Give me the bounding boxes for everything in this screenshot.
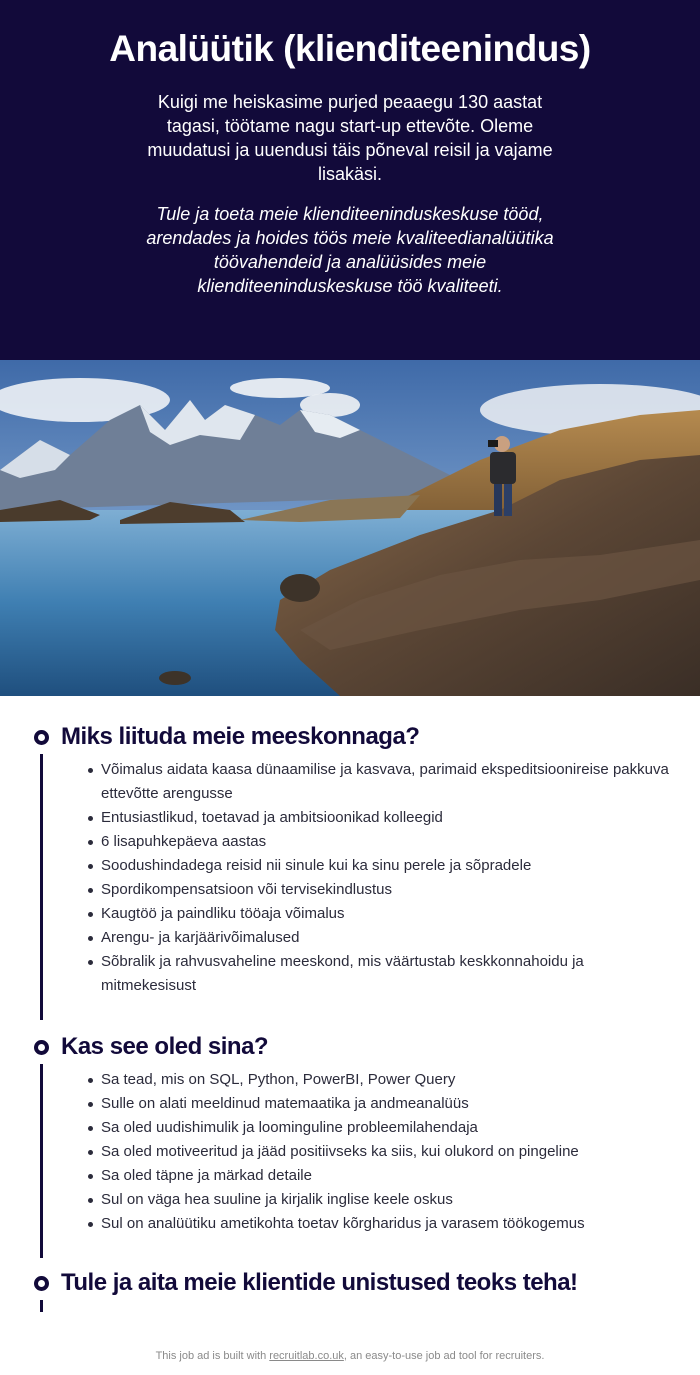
section-title: Miks liituda meie meeskonnaga? [61,723,420,750]
section-timeline [40,1064,700,1258]
list-item: Arengu- ja karjäärivõimalused [101,926,680,950]
list-item: Sa oled uudishimulik ja loominguline probleemilahendaja [101,1116,680,1140]
footer-text-before: This job ad is built with [155,1350,270,1362]
section-header [0,1266,700,1300]
section-title: Tule ja aita meie klientide unistused teoks teha! [61,1269,578,1296]
intro-quote: Tule ja toeta meie klienditeeninduskeskuse tööd, arendades ja hoides töös meie kvaliteedianalüütika töövahendeid ja analüüsides meie klienditeeninduskeskuse töö kvaliteeti. [146,204,554,296]
list-item: Spordikompensatsioon või tervisekindlustus [101,878,680,902]
recruitlab-link[interactable]: recruitlab.co.uk [269,1350,344,1362]
benefits-list [43,754,700,1014]
circle-bullet-icon [34,730,49,745]
hero-banner [0,0,700,360]
list-item: Entusiastlikud, toetavad ja ambitsioonikad kolleegid [101,806,680,830]
circle-bullet-icon [34,1276,49,1291]
section-call-to-action [0,1266,700,1312]
requirements-list [43,1064,700,1252]
circle-bullet-icon [34,1040,49,1055]
section-why-join [0,720,700,1020]
list-item: Sul on analüütiku ametikohta toetav kõrgharidus ja varasem töökogemus [101,1212,680,1236]
list-item: Sa oled täpne ja märkad detaile [101,1164,680,1188]
content-area [0,696,700,1312]
list-item: Sul on väga hea suuline ja kirjalik inglise keele oskus [101,1188,680,1212]
intro-text: Kuigi me heiskasime purjed peaaegu 130 aastat tagasi, töötame nagu start-up ettevõte. Oleme muudatusi ja uuendusi täis põneval reisil ja vajame lisakäsi. [147,92,553,184]
footer-text-after: , an easy-to-use job ad tool for recruiters. [343,1350,545,1362]
list-item: 6 lisapuhkepäeva aastas [101,830,680,854]
mountain-lake-photo [0,360,700,696]
list-item: Soodushindadega reisid nii sinule kui ka sinu perele ja sõpradele [101,854,680,878]
list-item: Kaugtöö ja paindliku tööaja võimalus [101,902,680,926]
list-item: Sulle on alati meeldinud matemaatika ja andmeanalüüs [101,1092,680,1116]
section-is-this-you [0,1030,700,1258]
section-header [0,1030,700,1064]
list-item: Sa oled motiveeritud ja jääd positiivseks ka siis, kui olukord on pingeline [101,1140,680,1164]
footer [0,1350,700,1362]
list-item: Sa tead, mis on SQL, Python, PowerBI, Power Query [101,1068,680,1092]
section-timeline [40,1300,700,1312]
section-title: Kas see oled sina? [61,1033,269,1060]
page-title: Analüütik (klienditeenindus) [109,28,591,69]
list-item: Võimalus aidata kaasa dünaamilise ja kasvava, parimaid ekspeditsioonireise pakkuva ettevõtte arengusse [101,758,680,806]
list-item: Sõbralik ja rahvusvaheline meeskond, mis väärtustab keskkonnahoidu ja mitmekesisust [101,950,680,998]
section-header [0,720,700,754]
section-timeline [40,754,700,1020]
